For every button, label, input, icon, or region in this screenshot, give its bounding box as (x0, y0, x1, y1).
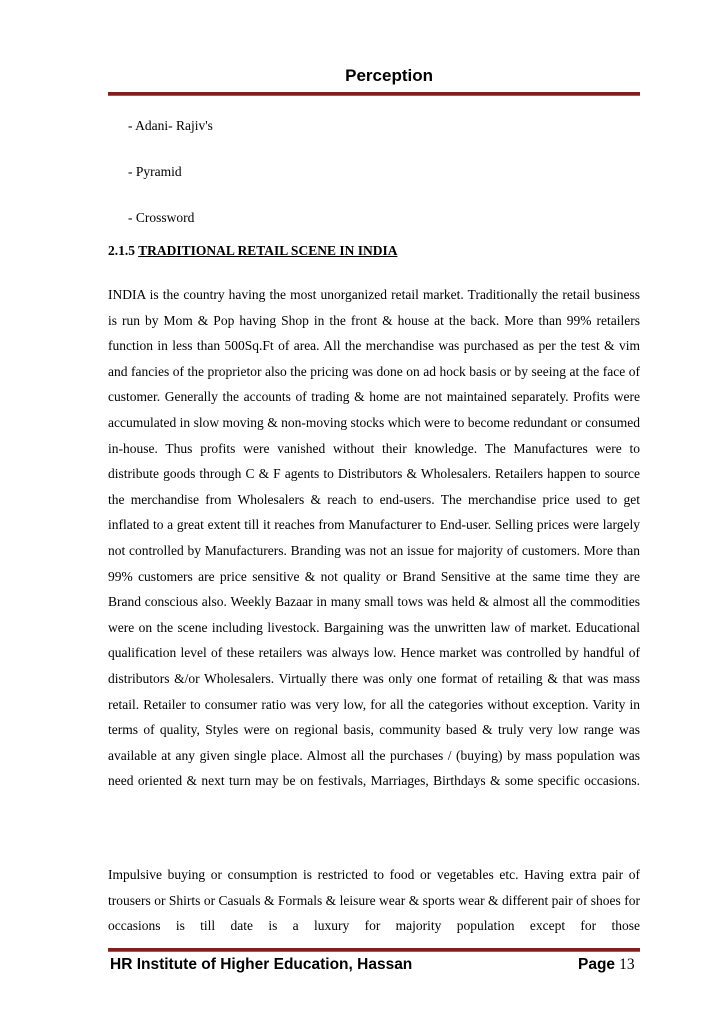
header-rule (108, 92, 640, 96)
footer-rule (108, 948, 640, 952)
bullet-item-pyramid: - Pyramid (128, 164, 182, 179)
section-title: TRADITIONAL RETAIL SCENE IN INDIA (138, 243, 398, 258)
section-number: 2.1.5 (108, 243, 135, 258)
footer-institute: HR Institute of Higher Education, Hassan (110, 956, 413, 973)
bullet-list (128, 117, 213, 255)
bullet-item-crossword: - Crossword (128, 210, 195, 225)
body-paragraph-2: Impulsive buying or consumption is restricted to food or vegetables etc. Having extra pair of trousers or Shirts or Casuals & Formals & leisure wear & sports wear & different pair of shoes for occasions is till date is a luxury for majority population except for those (108, 867, 640, 934)
bullet-item-adani: - Adani- Rajiv's (128, 118, 213, 133)
section-heading (108, 243, 397, 259)
footer-page (578, 956, 635, 974)
page-header (0, 66, 685, 86)
page-label: Page (578, 956, 616, 973)
body-paragraph-1: INDIA is the country having the most unorganized retail market. Traditionally the retail business is run by Mom & Pop having Shop in the front & house at the back. More than 99% retailers function in less than 500Sq.Ft of area. All the merchandise was purchased as per the test & vim and fancies of the proprietor also the pricing was done on ad hock basis or by seeing at the face of customer. Generally the accounts of trading & home are not maintained separately. Profits were accumulated in slow moving & non-moving stocks which were to become redundant or consumed in-house. Thus profits were vanished without their knowledge. The Manufactures were to distribute goods through C & F agents to Distributors & Wholesalers. Retailers happen to source the merchandise from Wholesalers & reach to end-users. The merchandise price used to get inflated to a great extent till it reaches from Manufacturer to End-user. Selling prices were largely not controlled by Manufacturers. Branding was not an issue for majority of customers. More than 99% customers are price sensitive & not quality or Brand Sensitive at the same time they are Brand conscious also. Weekly Bazaar in many small tows was held & almost all the commodities were on the scene including livestock. Bargaining was the unwritten law of market. Educational qualification level of these retailers was always low. Hence market was controlled by handful of distributors &/or Wholesalers. Virtually there was only one format of retailing & that was mass retail. Retailer to consumer ratio was very low, for all the categories without exception. Varity in terms of quality, Styles were on regional basis, community based & truly very low range was available at any given single place. Almost all the purchases / (buying) by mass population was need oriented & next turn may be on festivals, Marriages, Birthdays & some specific occasions. (108, 287, 640, 789)
page-number: 13 (619, 956, 635, 973)
header-title: Perception (345, 66, 433, 85)
